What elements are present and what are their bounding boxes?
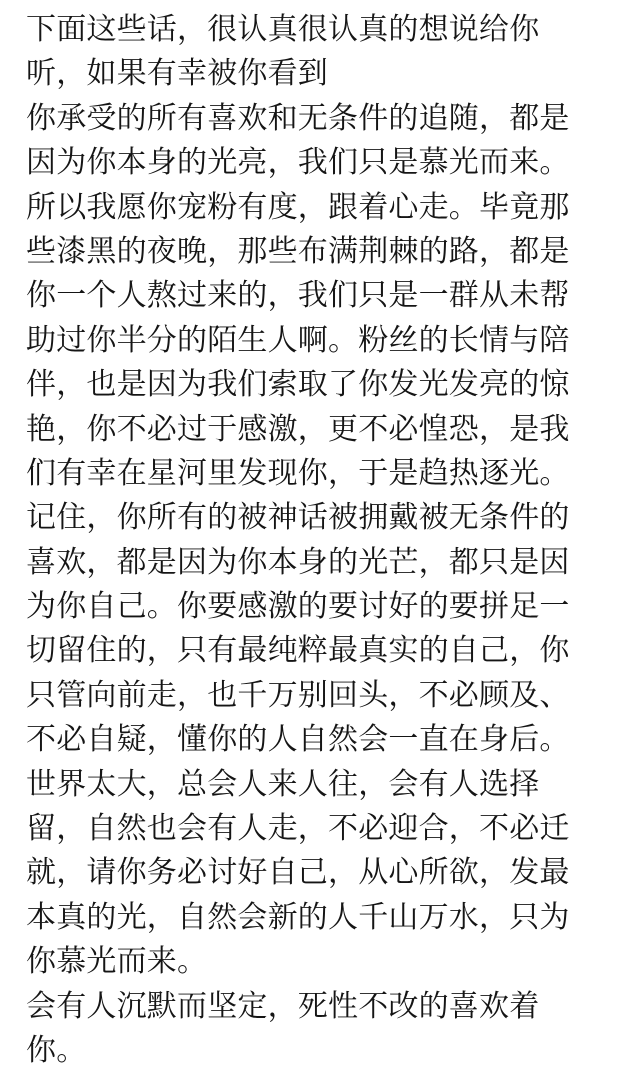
letter-text [26, 8, 626, 1073]
text-line: 下面这些话，很认真很认真的想说给你 [26, 12, 540, 47]
text-line: 切留住的，只有最纯粹最真实的自己，你 [26, 633, 570, 669]
text-line: 你。 [26, 1032, 87, 1068]
text-line: 就，请你务必讨好自己，从心所欲，发最 [26, 855, 570, 891]
text-line: 你慕光而来。 [26, 944, 208, 980]
text-line: 本真的光，自然会新的人千山万水，只为 [26, 899, 570, 935]
text-line: 所以我愿你宠粉有度，跟着心走。毕竟那 [26, 189, 570, 225]
text-line: 为你自己。你要感激的要讨好的要拼足一 [26, 589, 570, 625]
text-line: 不必自疑，懂你的人自然会一直在身后。 [26, 722, 570, 758]
text-line: 因为你本身的光亮，我们只是慕光而来。 [26, 145, 570, 181]
text-line: 世界太大，总会人来人往，会有人选择 [26, 766, 540, 802]
text-line: 伴，也是因为我们索取了你发光发亮的惊 [26, 367, 570, 403]
text-line: 些漆黑的夜晚，那些布满荆棘的路，都是 [26, 233, 570, 269]
text-line: 听，如果有幸被你看到 [26, 56, 328, 92]
text-line: 你一个人熬过来的，我们只是一群从未帮 [26, 278, 570, 314]
text-line: 会有人沉默而坚定，死性不改的喜欢着 [26, 988, 540, 1024]
text-line: 喜欢，都是因为你本身的光芒，都只是因 [26, 544, 570, 580]
text-line: 记住，你所有的被神话被拥戴被无条件的 [26, 500, 570, 536]
text-line: 只管向前走，也千万别回头，不必顾及、 [26, 677, 570, 713]
text-line: 你承受的所有喜欢和无条件的追随，都是 [26, 100, 570, 136]
text-line: 助过你半分的陌生人啊。粉丝的长情与陪 [26, 322, 570, 358]
text-line: 艳，你不必过于感激，更不必惶恐，是我 [26, 411, 570, 447]
text-line: 留，自然也会有人走，不必迎合，不必迁 [26, 811, 570, 847]
text-line: 们有幸在星河里发现你，于是趋热逐光。 [26, 455, 570, 491]
